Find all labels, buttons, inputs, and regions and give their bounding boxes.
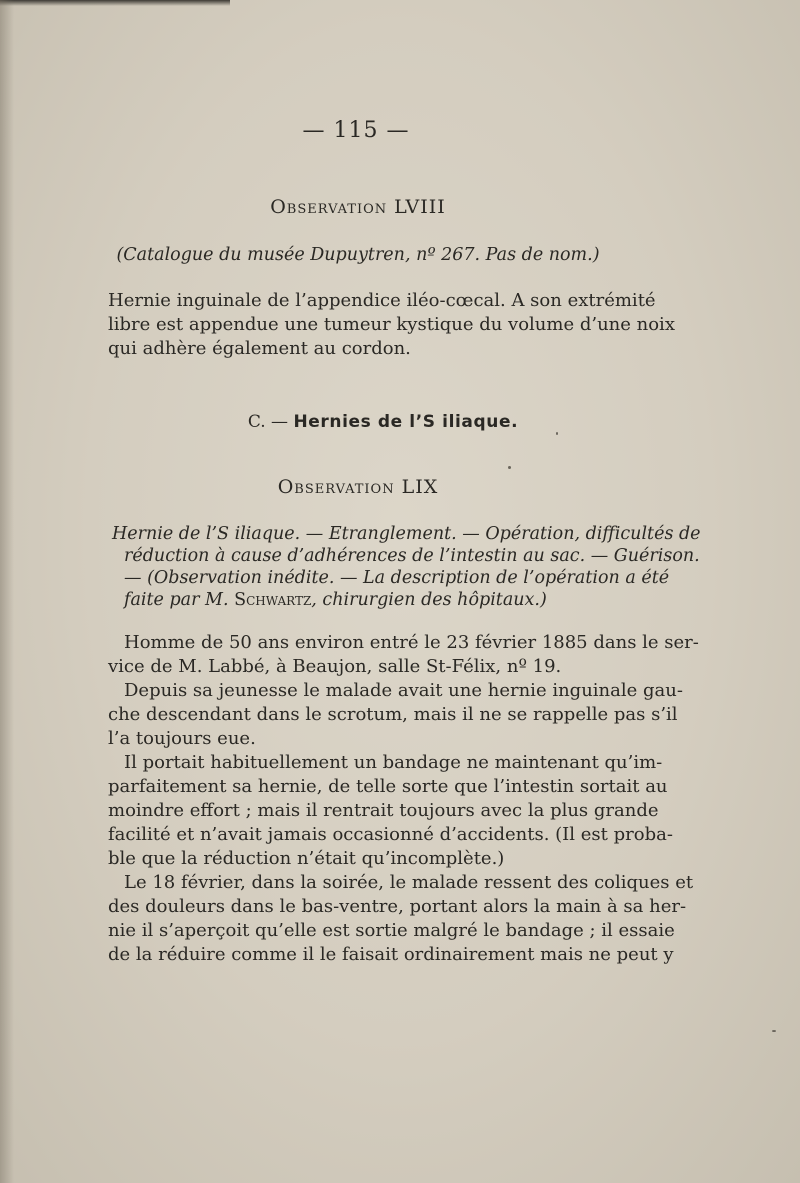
catalogue-reference: (Catalogue du musée Dupuytren, nº 267. Pas de nom.) [116,245,600,265]
summary-line-4-end: , chirurgien des hôpitaux.) [311,590,547,610]
body-line-13: nie il s’aperçoit qu’elle est sortie malgré le bandage ; il essaie [108,920,675,941]
observation-58-line-3: qui adhère également au cordon. [108,338,411,359]
body-line-11: Le 18 février, dans la soirée, le malade ressent des coliques et [124,872,694,893]
paper-speck [772,1030,776,1032]
observation-58-title: Observation LVIII [270,196,446,218]
section-title: Hernies de l’S iliaque. [293,412,519,432]
body-line-14: de la réduire comme il le faisait ordinairement mais ne peut y [108,944,674,965]
page-number: — 115 — [302,118,410,143]
observation-58-line-2: libre est appendue une tumeur kystique du volume d’une noix [108,314,675,335]
observation-59-summary-line-3: — (Observation inédite. — La description de l’opération a été [124,568,670,588]
body-line-3: Depuis sa jeunesse le malade avait une hernie inguinale gau- [124,680,683,701]
body-line-12: des douleurs dans le bas-ventre, portant alors la main à sa her- [108,896,687,917]
observation-59-summary-line-1: Hernie de l’S iliaque. — Etranglement. — Opération, difficultés de [112,524,701,544]
body-line-6: Il portait habituellement un bandage ne maintenant qu’im- [124,752,663,773]
section-heading [0,412,766,432]
body-line-1: Homme de 50 ans environ entré le 23 février 1885 dans le ser- [124,632,699,653]
body-line-10: ble que la réduction n’était qu’incomplète.) [108,848,505,869]
body-line-7: parfaitement sa hernie, de telle sorte que l’intestin sortait au [108,776,668,797]
body-line-9: facilité et n’avait jamais occasionné d’accidents. (Il est proba- [108,824,673,845]
section-prefix: C. — [247,412,294,432]
body-line-4: che descendant dans le scrotum, mais il ne se rappelle pas s’il [108,704,678,725]
observation-59-summary-line-2: réduction à cause d’adhérences de l’intestin au sac. — Guérison. [124,546,700,566]
observation-58-catalogue [0,245,716,265]
surgeon-name: Schwartz [234,590,312,610]
body-line-2: vice de M. Labbé, à Beaujon, salle St-Félix, nº 19. [108,656,562,677]
observation-59-title: Observation LIX [277,476,439,498]
summary-line-4-start: faite par M. [124,590,235,610]
page-edge-shadow [0,0,230,6]
page-binding-shadow [0,0,14,1183]
observation-59-summary-line-4 [124,590,547,610]
paper-speck [508,466,511,469]
paper-speck [556,432,558,435]
body-line-5: l’a toujours eue. [108,728,256,749]
observation-58-line-1: Hernie inguinale de l’appendice iléo-cœcal. A son extrémité [108,290,656,311]
body-line-8: moindre effort ; mais il rentrait toujours avec la plus grande [108,800,659,821]
